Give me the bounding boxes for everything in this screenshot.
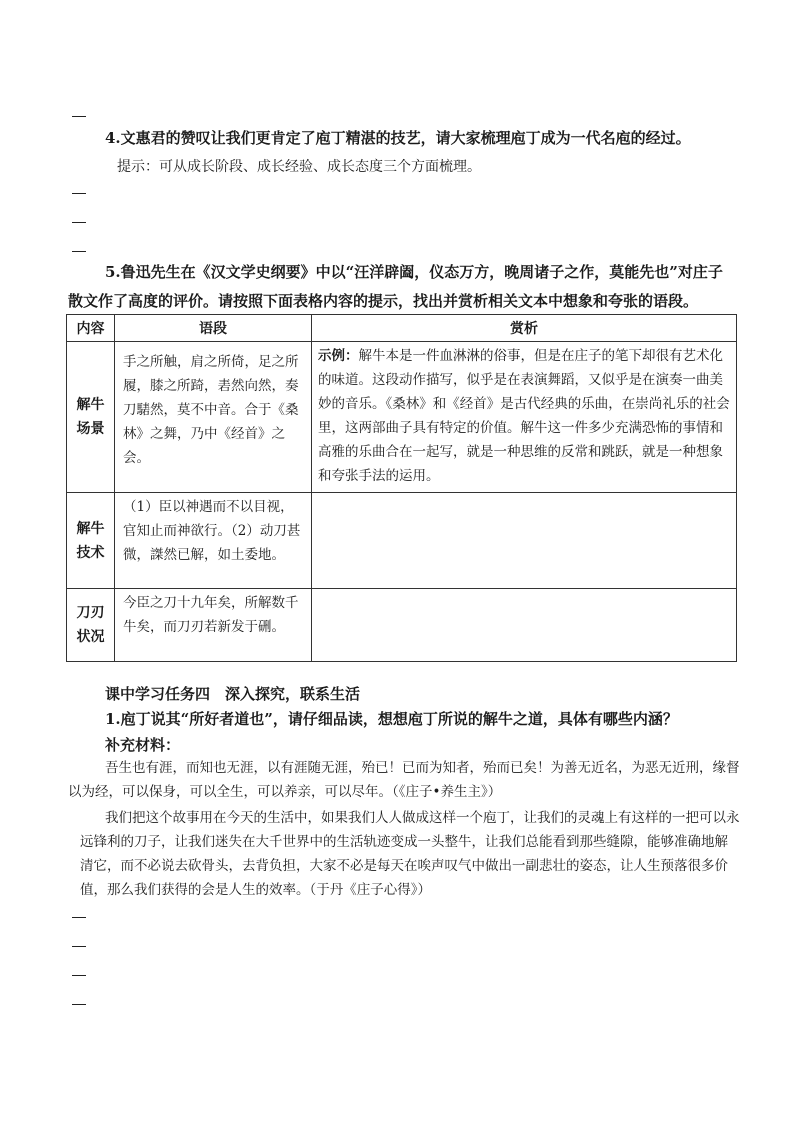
answer-line[interactable] (72, 946, 86, 947)
task-4-title: 课中学习任务四 深入探究，联系生活 (105, 685, 361, 703)
answer-line[interactable] (72, 193, 86, 194)
table-row (67, 342, 737, 493)
question-4: 4.文惠君的赞叹让我们更肯定了庖丁精湛的技艺，请大家梳理庖丁成为一代名庖的经过。 (105, 129, 691, 147)
answer-line[interactable] (72, 251, 86, 252)
row-label-line: 解牛 (76, 397, 105, 413)
answer-line[interactable] (72, 222, 86, 223)
material-paragraph-1 (68, 756, 740, 804)
analysis-cell[interactable] (312, 342, 737, 493)
question-5-line-1: 5.鲁迅先生在《汉文学史纲要》中以“汪洋辟阖，仪态万方，晚周诸子之作，莫能先也”对庄子 (105, 263, 723, 281)
material-text: 吾生也有涯，而知也无涯，以有涯随无涯，殆已！已而为知者，殆而已矣！为善无近名，为恶无近刑，缘督以为经，可以保身，可以全生，可以养亲，可以尽年。（《庄子•养生主》） (68, 760, 740, 800)
table-header-row (67, 315, 737, 342)
header-analysis: 赏析 (312, 315, 737, 342)
row-label (67, 342, 115, 493)
passage-cell: （1）臣以神遇而不以目视，官知止而神欲行。（2）动刀甚微，謋然已解，如土委地。 (115, 493, 312, 589)
row-label (67, 493, 115, 589)
analysis-text: 解牛本是一件血淋淋的俗事，但是在庄子的笔下却很有艺术化的味道。这段动作描写，似乎是在表演舞蹈，又似乎是在演奏一曲美妙的音乐。《桑林》和《经首》是古代经典的乐曲，在崇尚礼乐的社会里，这两部曲子具有特定的价值。解牛这一件多少充满恐怖的事情和高雅的乐曲合在一起写，就是一种思维的反常和跳跃，就是一种想象和夸张手法的运用。 (318, 348, 730, 484)
row-label-line: 刀刃 (76, 605, 105, 621)
analysis-cell[interactable] (312, 589, 737, 662)
question-5-line-2: 散文作了高度的评价。请按照下面表格内容的提示，找出并赏析相关文本中想象和夸张的语段。 (68, 292, 699, 310)
row-label-line: 状况 (76, 629, 105, 645)
example-label: 示例： (318, 348, 359, 364)
answer-line[interactable] (72, 975, 86, 976)
material-paragraph-2 (80, 806, 740, 902)
header-content: 内容 (67, 315, 115, 342)
question-5 (68, 258, 738, 316)
table-row (67, 493, 737, 589)
header-passage: 语段 (115, 315, 312, 342)
analysis-table (66, 314, 737, 662)
task-4-question-1: 1.庖丁说其“所好者道也”，请仔细品读，想想庖丁所说的解牛之道，具体有哪些内涵？ (105, 710, 678, 728)
answer-line[interactable] (72, 1004, 86, 1005)
material-label: 补充材料： (105, 736, 181, 754)
analysis-cell[interactable] (312, 493, 737, 589)
row-label (67, 589, 115, 662)
row-label-line: 解牛 (76, 520, 105, 537)
passage-cell: 今臣之刀十九年矣，所解数千牛矣，而刀刃若新发于硎。 (115, 589, 312, 662)
answer-line[interactable] (72, 917, 86, 918)
table-row (67, 589, 737, 662)
passage-cell: 手之所触，肩之所倚，足之所履，膝之所踦，砉然向然，奏刀騞然，莫不中音。合于《桑林》之舞，乃中《经首》之会。 (115, 342, 312, 493)
material-text: 我们把这个故事用在今天的生活中，如果我们人人做成这样一个庖丁，让我们的灵魂上有这样的一把可以永远锋利的刀子，让我们迷失在大千世界中的生活轨迹变成一头整牛，让我们总能看到那些缝隙，能够准确地解清它，而不必说去砍骨头，去背负担，大家不必是每天在唉声叹气中做出一副悲壮的姿态，让人生预落很多价值，那么我们获得的会是人生的效率。（于丹《庄子心得》） (80, 810, 740, 898)
answer-line[interactable] (72, 116, 86, 117)
question-4-hint: 提示：可从成长阶段、成长经验、成长态度三个方面梳理。 (117, 159, 481, 175)
row-label-line: 场景 (76, 421, 105, 437)
row-label-line: 技术 (76, 544, 105, 561)
